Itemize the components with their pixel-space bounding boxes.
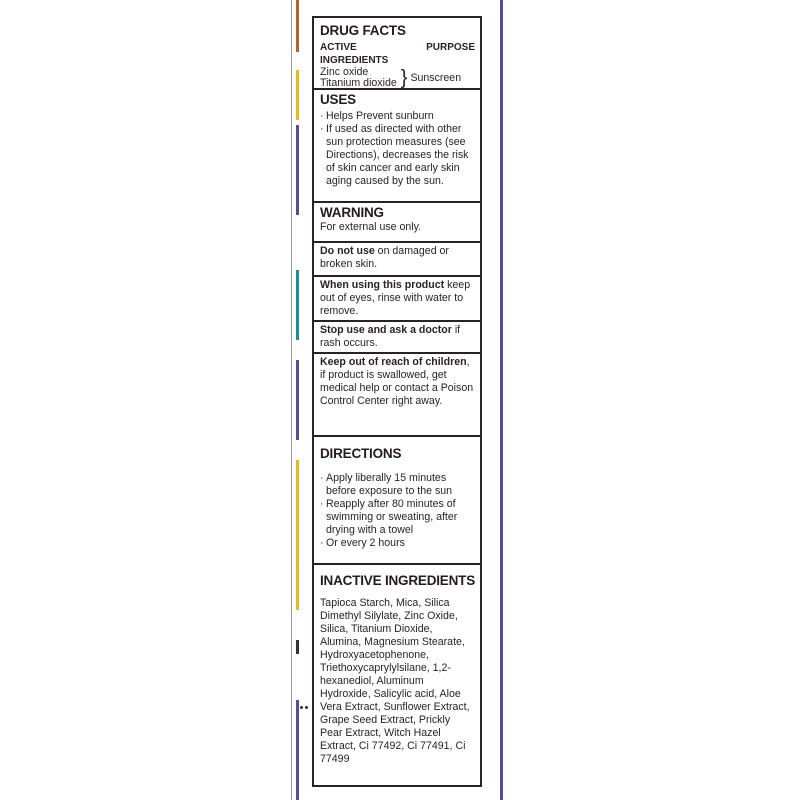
uses-item: · If used as directed with other sun protection measures (see Directions), decreases the risk of skin cancer and early skin aging caused by the sun. bbox=[320, 123, 475, 188]
directions-item: · Or every 2 hours bbox=[320, 537, 475, 550]
uses-title: USES bbox=[320, 92, 356, 107]
active-ingredients-list bbox=[320, 67, 397, 89]
inactive-section bbox=[314, 563, 480, 787]
do-not-use-section bbox=[314, 241, 480, 275]
stop-use-text bbox=[320, 324, 475, 350]
do-not-use-text bbox=[320, 245, 475, 271]
directions-item: · Apply liberally 15 minutes before exposure to the sun bbox=[320, 472, 475, 498]
active-ingredients-header bbox=[320, 41, 475, 67]
strip-right bbox=[500, 0, 503, 800]
when-using-text bbox=[320, 279, 475, 318]
strip-dark bbox=[296, 640, 299, 654]
drug-facts-title: DRUG FACTS bbox=[320, 23, 406, 38]
stop-use-rest: if rash occurs. bbox=[320, 324, 461, 349]
warning-text: For external use only. bbox=[320, 221, 422, 233]
inactive-text: Tapioca Starch, Mica, Silica Dimethyl Silylate, Zinc Oxide, Silica, Titanium Dioxide, Alumina, Magnesium Stearate, Hydroxyacetophenone, Triethoxycaprylylsilane, 1,2-hexanediol, Aluminum Hydroxide, Salicylic acid, Aloe Vera Extract, Sunflower Extract, Grape Seed Extract, Prickly Pear Extract, Witch Hazel Extract, Ci 77492, Ci 77491, Ci 77499 bbox=[320, 597, 470, 765]
strip-purple-2 bbox=[296, 360, 299, 440]
keep-out-section bbox=[314, 352, 480, 435]
directions-title: DIRECTIONS bbox=[320, 446, 402, 461]
inactive-title: INACTIVE INGREDIENTS bbox=[320, 573, 476, 588]
uses-section bbox=[314, 88, 480, 201]
directions-item: · Reapply after 80 minutes of swimming or sweating, after drying with a towel bbox=[320, 498, 475, 537]
keep-out-rest: , if product is swallowed, get medical help or contact a Poison Control Center right away. bbox=[320, 356, 474, 407]
strip-purple bbox=[296, 125, 299, 215]
uses-list bbox=[320, 110, 475, 188]
vertical-edge-line bbox=[291, 0, 292, 800]
dot-1 bbox=[300, 706, 303, 709]
strip-purple-3 bbox=[296, 700, 299, 800]
ingredient-titanium-dioxide: Titanium dioxide bbox=[320, 77, 397, 89]
do-not-use-rest: on damaged or broken skin. bbox=[320, 245, 449, 270]
strip-orange bbox=[296, 0, 299, 52]
brace-icon: } bbox=[400, 67, 408, 89]
when-using-rest: keep out of eyes, rinse with water to remove. bbox=[320, 279, 471, 317]
purpose-label: PURPOSE bbox=[426, 42, 475, 53]
warning-section bbox=[314, 201, 480, 241]
when-using-section bbox=[314, 275, 480, 320]
strip-teal bbox=[296, 270, 299, 340]
directions-section bbox=[314, 435, 480, 563]
keep-out-text bbox=[320, 356, 475, 408]
purpose-value: Sunscreen bbox=[410, 72, 462, 84]
drug-facts-section bbox=[314, 18, 480, 88]
uses-item: · Helps Prevent sunburn bbox=[320, 110, 475, 123]
ingredient-zinc-oxide: Zinc oxide bbox=[320, 66, 369, 78]
directions-list bbox=[320, 472, 475, 550]
do-not-use-bold: Do not use bbox=[320, 245, 375, 257]
active-ingredients-row bbox=[320, 67, 475, 89]
strip-yellow-2 bbox=[296, 460, 299, 610]
strip-yellow bbox=[296, 70, 299, 120]
when-using-bold: When using this product bbox=[320, 279, 445, 291]
warning-title: WARNING bbox=[320, 205, 384, 220]
dot-2 bbox=[305, 706, 308, 709]
stop-use-section bbox=[314, 320, 480, 352]
stop-use-bold: Stop use and ask a doctor bbox=[320, 324, 452, 336]
keep-out-bold: Keep out of reach of children bbox=[320, 356, 467, 368]
active-ingredients-label: ACTIVE INGREDIENTS bbox=[320, 42, 389, 66]
drug-facts-label bbox=[312, 16, 482, 787]
